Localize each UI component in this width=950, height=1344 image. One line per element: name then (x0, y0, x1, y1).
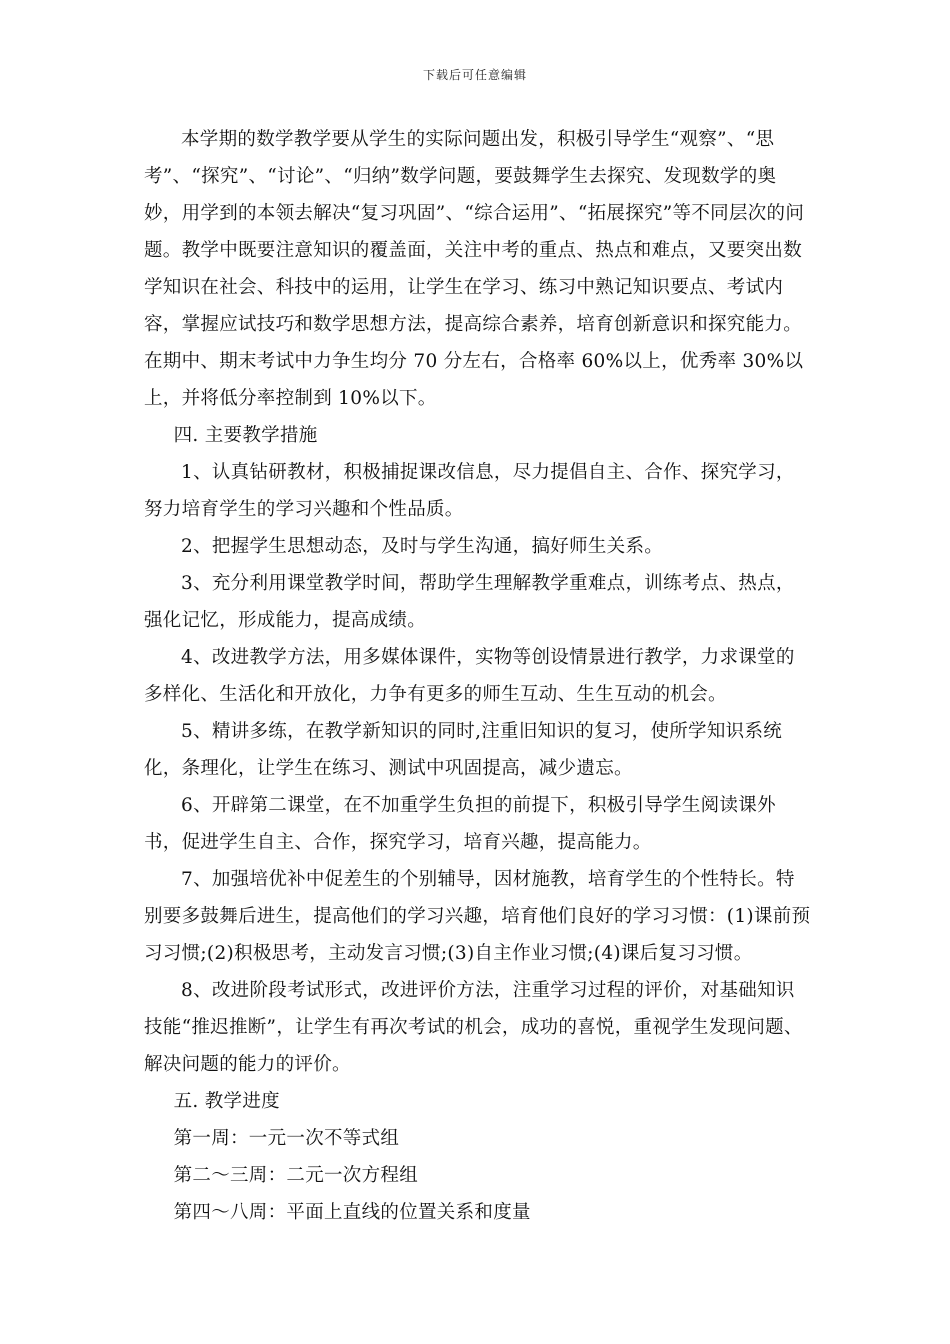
measure-item-4: 4、改进教学方法，用多媒体课件，实物等创设情景进行教学，力求课堂的多样化、生活化和开放化，力争有更多的师生互动、生生互动的机会。 (144, 647, 795, 705)
header-note: 下载后可任意编辑 (422, 68, 527, 82)
section-heading-teaching-schedule: 五. 教学进度 (173, 1091, 280, 1112)
measure-item-2: 2、把握学生思想动态，及时与学生沟通，搞好师生关系。 (181, 536, 664, 557)
measure-item-1: 1、认真钻研教材，积极捕捉课改信息，尽力提倡自主、合作、探究学习，努力培育学生的学习兴趣和个性品质。 (144, 462, 795, 520)
schedule-item-3: 第四～八周：平面上直线的位置关系和度量 (173, 1202, 531, 1223)
section-heading-teaching-measures: 四. 主要教学措施 (173, 425, 318, 446)
measure-item-8: 8、改进阶段考试形式，改进评价方法，注重学习过程的评价，对基础知识技能“推迟推断”，让学生有再次考试的机会，成功的喜悦，重视学生发现问题、解决问题的能力的评价。 (144, 980, 803, 1075)
document-body (144, 121, 812, 1231)
intro-paragraph: 本学期的数学教学要从学生的实际问题出发，积极引导学生“观察”、“思考”、“探究”、“讨论”、“归纳”数学问题，要鼓舞学生去探究、发现数学的奥妙，用学到的本领去解决“复习巩固”、“综合运用”、“拓展探究”等不同层次的问题。教学中既要注意知识的覆盖面，关注中考的重点、热点和难点，又要突出数学知识在社会、科技中的运用，让学生在学习、练习中熟记知识要点、考试内容，掌握应试技巧和数学思想方法，提高综合素养，培育创新意识和探究能力。在期中、期末考试中力争生均分 70 分左右，合格率 60%以上，优秀率 30%以上，并将低分率控制到 10%以下。 (144, 129, 805, 409)
schedule-item-2: 第二～三周：二元一次方程组 (173, 1165, 418, 1186)
schedule-item-1: 第一周：一元一次不等式组 (173, 1128, 400, 1149)
measure-item-5: 5、精讲多练，在教学新知识的同时,注重旧知识的复习，使所学知识系统化，条理化，让学生在练习、测试中巩固提高，减少遗忘。 (144, 721, 783, 779)
measure-item-7: 7、加强培优补中促差生的个别辅导，因材施教，培育学生的个性特长。特别要多鼓舞后进生，提高他们的学习兴趣，培育他们良好的学习习惯：(1)课前预习习惯;(2)积极思考，主动发言习惯;(3)自主作业习惯;(4)课后复习习惯。 (144, 869, 811, 964)
measure-item-6: 6、开辟第二课堂，在不加重学生负担的前提下，积极引导学生阅读课外书，促进学生自主、合作，探究学习，培育兴趣，提高能力。 (144, 795, 776, 853)
measure-item-3: 3、充分利用课堂教学时间，帮助学生理解教学重难点，训练考点、热点，强化记忆，形成能力，提高成绩。 (144, 573, 795, 631)
